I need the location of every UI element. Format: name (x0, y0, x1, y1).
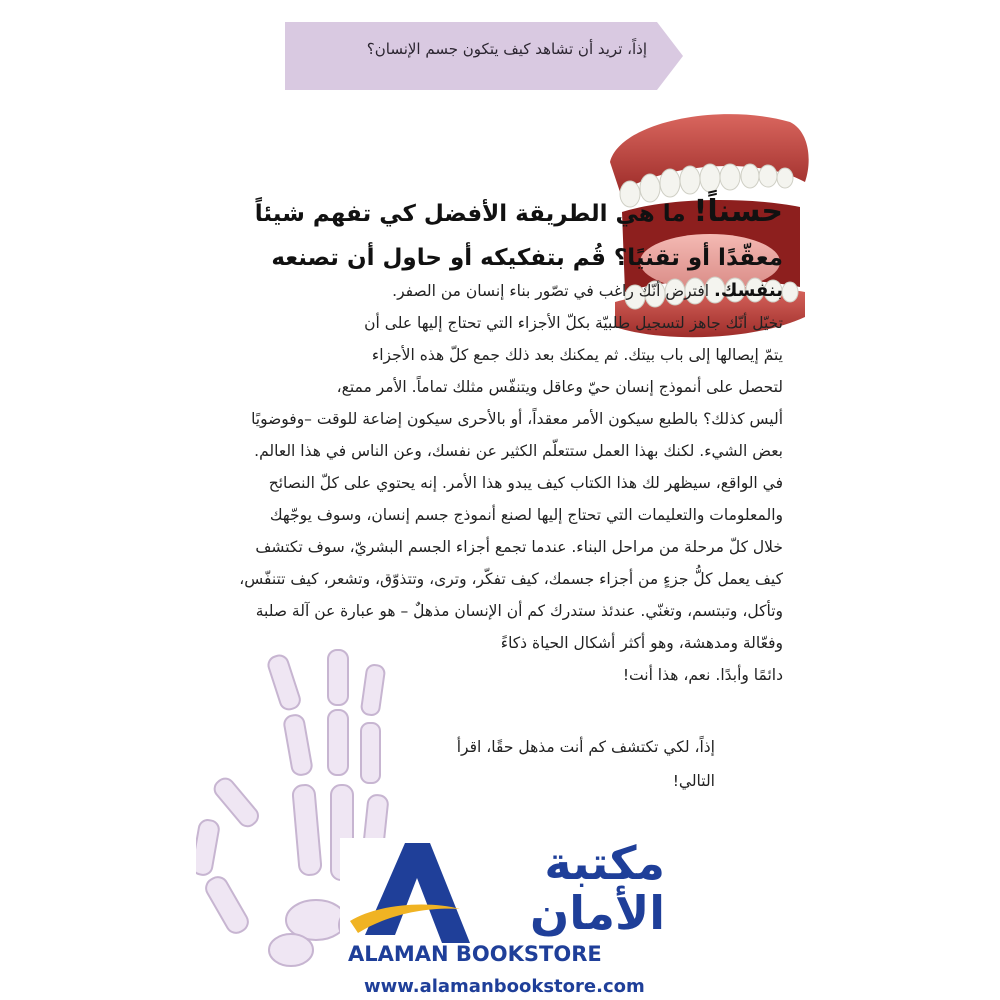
closing-line-1: إذاً، لكي تكتشف كم أنت مذهل حقًا، اقرأ (456, 738, 715, 756)
body-line: في الواقع، سيظهر لك هذا الكتاب كيف يبدو هذا الأمر. إنه يحتوي على كلّ النصائح (268, 474, 783, 492)
logo-a-icon (350, 843, 470, 943)
logo-english-name: ALAMAN BOOKSTORE (348, 942, 602, 966)
heading-line-2: معقّدًا أو تقنيًا؟ قُم بتفكيكه أو حاول أن تصنعه (271, 245, 783, 271)
banner-text: إذاً، تريد أن تشاهد كيف يتكون جسم الإنسان؟ (366, 40, 647, 58)
body-line: كيف يعمل كلُّ جزءٍ من أجزاء جسمك، كيف تفكّر، وترى، وتتذوّق، وتشعر، كيف تتنفّس، (239, 570, 783, 588)
heading-line-1 (183, 190, 783, 236)
body-line: وتأكل، وتبتسم، وتغنّي. عندئذ ستدرك كم أن الإنسان مذهلٌ – هو عبارة عن آلة صلبة (255, 602, 783, 620)
closing-line-2: التالي! (672, 772, 715, 790)
top-banner (285, 22, 685, 90)
logo-arabic-line-2: الأمان (529, 886, 665, 940)
logo-arabic-name (460, 838, 665, 938)
body-line: تخيّل أنّك جاهز لتسجيل طلبيّة بكلّ الأجزاء التي تحتاج إليها على أن (364, 314, 783, 332)
body-line: وفعّالة ومدهشة، وهو أكثر أشكال الحياة ذكاءً (500, 634, 783, 652)
body-line: بعض الشيء. لكنك بهذا العمل ستتعلّم الكثير عن نفسك، وعن الناس في هذا العالم. (254, 442, 783, 460)
body-line: أليس كذلك؟ بالطبع سيكون الأمر معقداً، أو بالأحرى سيكون إضاعة للوقت –وفوضويًا (251, 410, 783, 428)
body-line: لتحصل على أنموذج إنسان حيّ وعاقل ويتنفّس مثلك تماماً. الأمر ممتع، (336, 378, 783, 396)
alaman-bookstore-logo (340, 838, 670, 1000)
body-line: دائمًا وأبدًا. نعم، هذا أنت! (622, 666, 783, 684)
body-paragraph (183, 275, 783, 691)
body-line: والمعلومات والتعليمات التي تحتاج إليها لصنع أنموذج جسم إنسان، وسوف يوجّهك (269, 506, 783, 524)
logo-url: www.alamanbookstore.com (364, 976, 645, 997)
intro-heading (183, 190, 783, 280)
body-line (183, 275, 783, 307)
heading-first-word: حسناً! (693, 194, 783, 229)
body-line: يتمّ إيصالها إلى باب بيتك. ثم يمكنك بعد ذلك جمع كلّ هذه الأجزاء (371, 346, 783, 364)
heading-line-1-text: ما هي الطريقة الأفضل كي تفهم شيئاً (254, 201, 686, 227)
logo-arabic-line-1: مكتبة (544, 836, 665, 890)
body-lead-bold: بنفسك. (714, 280, 783, 301)
body-line-1-text: افترض أنّك راغب في تصّور بناء إنسان من الصفر. (392, 282, 710, 300)
body-line: خلال كلّ مرحلة من مراحل البناء. عندما تجمع أجزاء الجسم البشريّ، سوف تكتشف (255, 538, 783, 556)
